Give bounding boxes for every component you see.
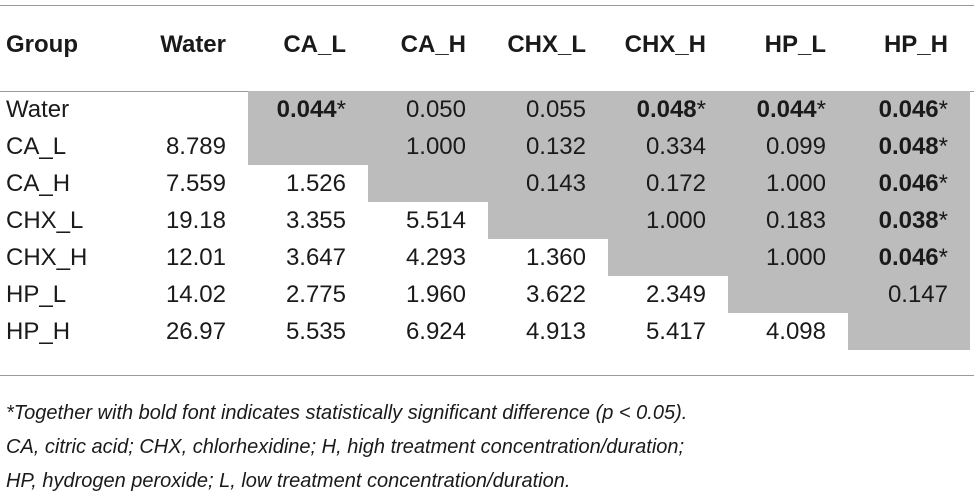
table-body xyxy=(0,91,970,350)
table-cell xyxy=(128,276,248,313)
table-row xyxy=(0,313,970,350)
table-cell xyxy=(368,165,488,202)
table-cell xyxy=(728,313,848,350)
table-row xyxy=(0,91,970,128)
cell-value: 5.417 xyxy=(645,317,706,345)
cell-value: 0.143 xyxy=(525,169,586,197)
bottom-rule xyxy=(0,375,974,376)
significant-value: 0.046 xyxy=(878,243,939,271)
comparison-table xyxy=(0,25,970,350)
cell-value: 1.000 xyxy=(405,132,466,160)
table-cell xyxy=(128,313,248,350)
table-cell xyxy=(848,165,970,202)
table-cell xyxy=(248,276,368,313)
cell-value: 0.147 xyxy=(887,280,948,308)
significant-value: 0.048 xyxy=(636,95,697,123)
row-label: HP_L xyxy=(6,280,67,308)
significant-value: 0.046 xyxy=(878,95,939,123)
row-label: CA_L xyxy=(6,132,67,160)
column-header-chx-l: CHX_L xyxy=(507,31,586,58)
significant-value: 0.038 xyxy=(878,206,939,234)
cell-value: 7.559 xyxy=(165,169,226,197)
table-cell xyxy=(608,202,728,239)
cell-value: 1.360 xyxy=(525,243,586,271)
significance-star: * xyxy=(938,243,948,271)
table-cell xyxy=(608,165,728,202)
row-label: CA_H xyxy=(6,169,71,197)
table-cell xyxy=(848,313,970,350)
table-cell xyxy=(728,239,848,276)
table-cell xyxy=(848,276,970,313)
table-cell xyxy=(128,165,248,202)
significance-star: * xyxy=(938,132,948,160)
table-cell xyxy=(368,239,488,276)
cell-value: 19.18 xyxy=(165,206,226,234)
table-cell xyxy=(248,128,368,165)
table-cell xyxy=(368,128,488,165)
cell-value: 1.000 xyxy=(765,243,826,271)
footnote-abbreviations-2: HP, hydrogen peroxide; L, low treatment concentration/duration. xyxy=(6,470,571,492)
table-cell xyxy=(248,91,368,128)
table-cell xyxy=(488,165,608,202)
header-row xyxy=(0,25,970,65)
table-cell xyxy=(608,276,728,313)
cell-value: 3.622 xyxy=(525,280,586,308)
table-cell xyxy=(848,239,970,276)
cell-value: 1.960 xyxy=(405,280,466,308)
row-label: CHX_L xyxy=(6,206,84,234)
cell-value: 8.789 xyxy=(165,132,226,160)
column-header-hp-h: HP_H xyxy=(883,31,948,58)
cell-value: 26.97 xyxy=(165,317,226,345)
table-cell xyxy=(248,165,368,202)
cell-value: 4.098 xyxy=(765,317,826,345)
significance-star: * xyxy=(938,95,948,123)
table-cell xyxy=(248,202,368,239)
cell-value: 4.913 xyxy=(525,317,586,345)
table-cell xyxy=(128,202,248,239)
cell-value: 4.293 xyxy=(405,243,466,271)
table-cell xyxy=(488,276,608,313)
table-cell xyxy=(728,91,848,128)
footnote-significance: *Together with bold font indicates statistically significant difference (p < 0.05). xyxy=(6,402,688,424)
table-cell xyxy=(608,313,728,350)
table-cell xyxy=(488,313,608,350)
cell-value: 3.647 xyxy=(285,243,346,271)
table-cell xyxy=(368,91,488,128)
table-row xyxy=(0,202,970,239)
table-cell xyxy=(488,239,608,276)
table-cell xyxy=(488,202,608,239)
table-row xyxy=(0,239,970,276)
significant-value: 0.044 xyxy=(276,95,337,123)
table-cell xyxy=(728,276,848,313)
cell-value: 12.01 xyxy=(165,243,226,271)
cell-value: 0.099 xyxy=(765,132,826,160)
table-cell xyxy=(128,91,248,128)
table-cell xyxy=(488,128,608,165)
cell-value: 0.055 xyxy=(525,95,586,123)
significance-star: * xyxy=(696,95,706,123)
significant-value: 0.048 xyxy=(878,132,939,160)
table-row xyxy=(0,128,970,165)
significance-star: * xyxy=(938,169,948,197)
cell-value: 0.172 xyxy=(645,169,706,197)
cell-value: 14.02 xyxy=(165,280,226,308)
cell-value: 1.000 xyxy=(645,206,706,234)
cell-value: 0.050 xyxy=(405,95,466,123)
cell-value: 5.514 xyxy=(405,206,466,234)
table-cell xyxy=(608,91,728,128)
row-label: CHX_H xyxy=(6,243,88,271)
table-cell xyxy=(728,128,848,165)
table-cell xyxy=(848,91,970,128)
cell-value: 5.535 xyxy=(285,317,346,345)
table-cell xyxy=(848,128,970,165)
footnote-abbreviations-1: CA, citric acid; CHX, chlorhexidine; H, high treatment concentration/duration; xyxy=(6,436,685,458)
row-label: HP_H xyxy=(6,317,71,345)
column-header-hp-l: HP_L xyxy=(764,31,826,58)
column-header-ca-l: CA_L xyxy=(283,31,346,58)
table-cell xyxy=(368,313,488,350)
column-header-water: Water xyxy=(160,31,226,58)
table-row xyxy=(0,165,970,202)
table-cell xyxy=(128,128,248,165)
cell-value: 1.526 xyxy=(285,169,346,197)
row-label: Water xyxy=(6,95,70,123)
column-header-ca-h: CA_H xyxy=(400,31,466,58)
cell-value: 1.000 xyxy=(765,169,826,197)
column-header-group: Group xyxy=(6,31,78,58)
table-cell xyxy=(368,202,488,239)
cell-value: 3.355 xyxy=(285,206,346,234)
cell-value: 2.349 xyxy=(645,280,706,308)
cell-value: 6.924 xyxy=(405,317,466,345)
table-cell xyxy=(368,276,488,313)
table-cell xyxy=(728,202,848,239)
column-header-chx-h: CHX_H xyxy=(624,31,706,58)
top-rule xyxy=(0,5,974,6)
cell-value: 0.334 xyxy=(645,132,706,160)
cell-value: 0.132 xyxy=(525,132,586,160)
cell-value: 0.183 xyxy=(765,206,826,234)
table-cell xyxy=(128,239,248,276)
significance-star: * xyxy=(938,206,948,234)
significance-star: * xyxy=(336,95,346,123)
cell-value: 2.775 xyxy=(285,280,346,308)
table-cell xyxy=(608,128,728,165)
significant-value: 0.046 xyxy=(878,169,939,197)
table-cell xyxy=(848,202,970,239)
significance-star: * xyxy=(816,95,826,123)
table-row xyxy=(0,276,970,313)
table-cell xyxy=(488,91,608,128)
table-cell xyxy=(728,165,848,202)
significant-value: 0.044 xyxy=(756,95,817,123)
table-cell xyxy=(248,313,368,350)
table-cell xyxy=(248,239,368,276)
table-cell xyxy=(608,239,728,276)
